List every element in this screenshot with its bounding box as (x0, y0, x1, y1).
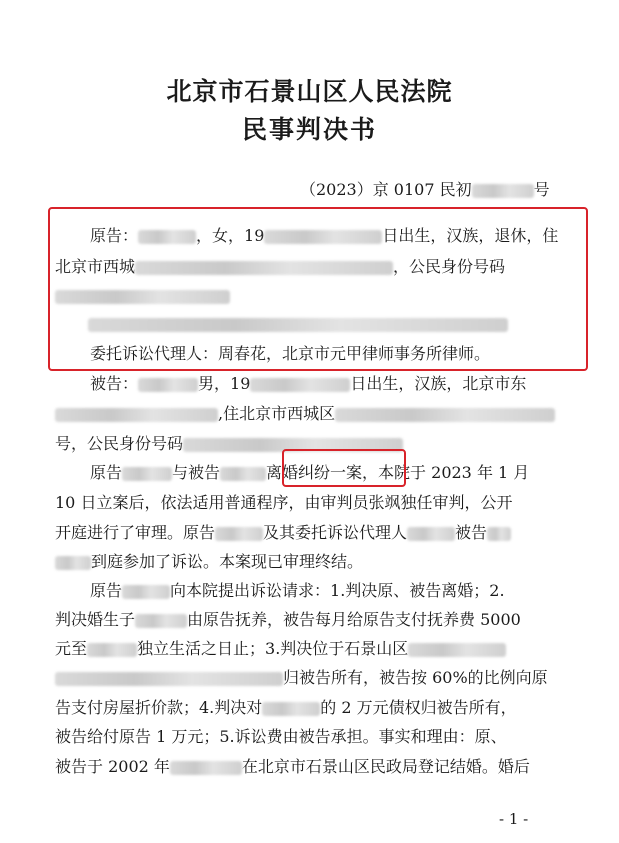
redaction (138, 378, 198, 392)
defendant-line-1 (90, 374, 526, 394)
redaction (170, 761, 242, 775)
text-fragment: 被告于 2002 年 (55, 757, 170, 776)
claims-line-4 (55, 668, 548, 688)
page-number: - 1 - (499, 810, 529, 828)
redaction (250, 378, 350, 392)
claims-line-1 (90, 581, 505, 601)
text-fragment: 的 2 万元债权归被告所有， (320, 698, 517, 717)
text-fragment: 开庭进行了审理。原告 (55, 523, 216, 542)
text-fragment: ,住北京市西城区 (218, 404, 336, 423)
redaction (122, 467, 172, 481)
plaintiff-agent: 委托诉讼代理人：周春花，北京市元甲律师事务所律师。 (90, 344, 491, 363)
text-fragment: 向本院提出诉讼请求：1.判决原、被告离婚；2. (170, 581, 505, 600)
case-intro-line-4 (55, 552, 363, 572)
redaction (262, 702, 320, 716)
case-number (300, 177, 550, 200)
text-fragment: 由原告抚养，被告每月给原告支付抚养费 5000 (187, 610, 521, 629)
text-fragment: ，女，19 (196, 226, 265, 245)
redaction (135, 614, 187, 628)
plaintiff-line-1 (90, 226, 558, 246)
redaction (472, 184, 534, 198)
claims-line-2 (55, 610, 521, 630)
text-fragment: ，公民身份号码 (393, 257, 506, 276)
court-name: 北京市石景山区人民法院 (166, 77, 453, 106)
redaction (87, 643, 137, 657)
redaction (55, 290, 230, 304)
redaction (335, 408, 555, 422)
text-fragment: 归被告所有，被告按 60%的比例向原 (283, 668, 548, 687)
redaction (55, 556, 91, 570)
text-fragment: 判决婚生子 (55, 610, 136, 629)
case-intro-line-3 (55, 523, 511, 543)
claims-line-5 (55, 698, 517, 718)
redaction (55, 672, 283, 686)
text-fragment: 号，公民身份号码 (55, 434, 184, 453)
claims-line-7 (55, 757, 530, 777)
redaction (138, 230, 196, 244)
text-fragment: 原告： (90, 226, 139, 245)
text-fragment: 元至 (55, 639, 88, 658)
defendant-line-3 (55, 434, 403, 454)
plaintiff-line-2 (55, 257, 505, 277)
claims-line-6: 被告给付原告 1 万元；5.诉讼费由被告承担。事实和理由：原、 (55, 727, 507, 746)
case-intro-line-1 (90, 463, 529, 483)
redaction (215, 527, 263, 541)
case-type-highlight: 离婚纠纷一案 (266, 463, 363, 482)
redaction (122, 585, 170, 599)
text-fragment: 告支付房屋折价款；4.判决对 (55, 698, 263, 717)
redaction (487, 527, 511, 541)
text-fragment: 日出生，汉族，北京市东 (350, 374, 527, 393)
text-fragment: 原告 (90, 581, 123, 600)
text-fragment: 及其委托诉讼代理人 (263, 523, 408, 542)
case-intro-line-2: 10 日立案后，依法适用普通程序，由审判员张飒独任审判，公开 (55, 493, 513, 512)
redaction (88, 318, 508, 332)
text-fragment: ，本院于 2023 年 1 月 (362, 463, 530, 482)
case-number-suffix: 号 (533, 180, 550, 199)
text-fragment: 在北京市石景山区民政局登记结婚。婚后 (241, 757, 530, 776)
redaction (407, 527, 455, 541)
text-fragment: 原告 (90, 463, 123, 482)
text-fragment: 与被告 (172, 463, 221, 482)
text-fragment: 日出生，汉族，退休，住 (382, 226, 559, 245)
defendant-line-2 (55, 404, 555, 424)
redaction (264, 230, 382, 244)
text-fragment: 男，19 (198, 374, 251, 393)
redaction (135, 261, 393, 275)
text-fragment: 被告： (90, 374, 139, 393)
claims-line-3 (55, 639, 506, 659)
redaction (183, 438, 403, 452)
redaction (408, 643, 506, 657)
redaction (55, 408, 218, 422)
document-type: 民事判决书 (241, 115, 377, 144)
text-fragment: 到庭参加了诉讼。本案现已审理终结。 (91, 552, 364, 571)
text-fragment: 被告 (455, 523, 488, 542)
case-number-prefix: （2023）京 0107 民初 (300, 180, 472, 199)
redaction (220, 467, 266, 481)
text-fragment: 北京市西城 (55, 257, 136, 276)
text-fragment: 独立生活之日止；3.判决位于石景山区 (137, 639, 409, 658)
